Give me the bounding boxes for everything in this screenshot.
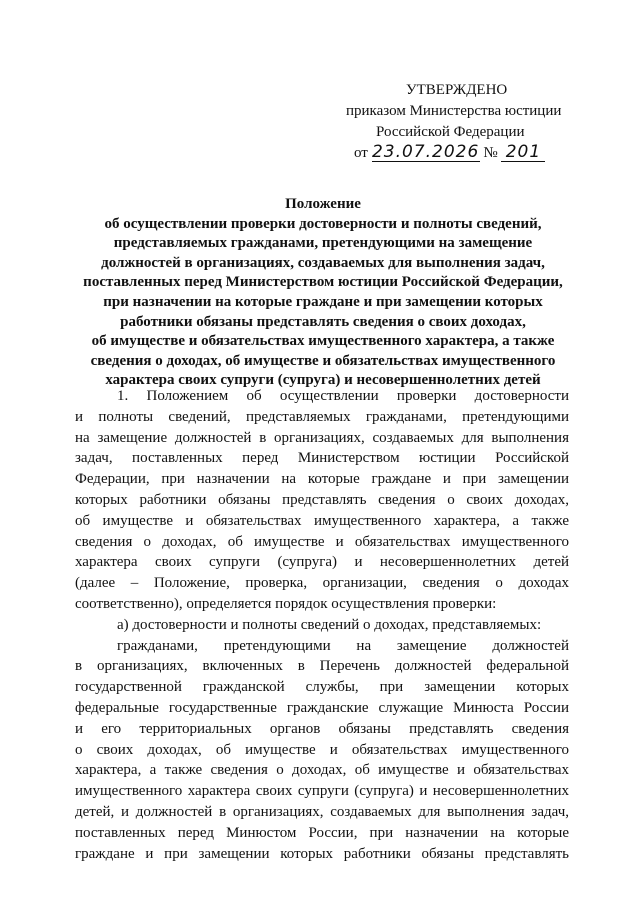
title-line: представляемых гражданами, претендующими на замещение [113, 235, 533, 252]
document-body [75, 386, 569, 864]
body-line: (далее – Положение, проверка, организации, сведения о доходах [75, 575, 569, 592]
body-line: граждане и при замещении которых работники обязаны представлять [75, 845, 569, 862]
approval-order-line: приказом Министерства юстиции [346, 103, 562, 119]
approval-heading: УТВЕРЖДЕНО [406, 82, 508, 98]
body-line: гражданами, претендующими на замещение должностей [117, 637, 569, 654]
handwritten-number: 201 [501, 144, 545, 162]
body-line: имущественного характера своих супруги (супруга) и несовершеннолетних [75, 783, 569, 800]
body-line: задач, поставленных перед Министерством юстиции Российской [75, 450, 569, 467]
body-line: Федерации, при назначении на которые граждане и при замещении [75, 471, 569, 488]
title-line: Положение [285, 196, 361, 212]
body-line: в организациях, включенных в Перечень должностей федеральной [75, 658, 569, 675]
date-prefix: от [354, 145, 368, 161]
approval-block [330, 80, 590, 164]
body-line: о своих доходах, об имуществе и обязательствах имущественного [75, 741, 569, 758]
body-line: детей, и должностей в организациях, создаваемых для выполнения задач, [75, 803, 569, 820]
body-line: характера, а также сведения о доходах, об имуществе и обязательствах [75, 762, 569, 779]
body-line: 1. Положением об осуществлении проверки достоверности [117, 388, 569, 404]
approval-date-line [330, 143, 590, 164]
body-line: государственной гражданской службы, при замещении которых [75, 679, 569, 696]
handwritten-date: 23.07.2026 [371, 142, 480, 162]
approval-ministry-line: Российской Федерации [376, 124, 525, 140]
title-line: об осуществлении проверки достоверности и полноты сведений, [104, 215, 542, 232]
document-title [60, 195, 586, 391]
title-line: об имуществе и обязательствах имущественного характера, а также [91, 333, 555, 350]
body-line: характера своих супруги (супруга) и несовершеннолетних детей [75, 554, 569, 571]
body-line: соответственно), определяется порядок осуществления проверки: [75, 595, 497, 612]
title-line: должностей в организациях, создаваемых для выполнения задач, [101, 254, 545, 271]
body-line: сведения о доходах, об имуществе и обязательствах имущественного [75, 533, 569, 550]
title-line: работники обязаны представлять сведения о своих доходах, [120, 313, 526, 330]
title-line: сведения о доходах, об имуществе и обязательствах имущественного [90, 352, 556, 369]
title-line: характера своих супруги (супруга) и несовершеннолетних детей [105, 372, 541, 389]
body-line: поставленных перед Минюстом России, при назначении на которые [75, 824, 569, 841]
number-prefix: № [483, 145, 498, 161]
title-line: поставленных перед Министерством юстиции Российской Федерации, [83, 274, 563, 291]
body-line: которых работники обязаны представлять сведения о своих доходах, [75, 491, 569, 508]
body-line: и его территориальных органов обязаны представлять сведения [75, 720, 569, 737]
body-line: а) достоверности и полноты сведений о доходах, представляемых: [117, 616, 542, 633]
body-line: федеральные государственные гражданские служащие Минюста России [75, 699, 569, 716]
body-line: на замещение должностей в организациях, создаваемых для выполнения [75, 429, 569, 446]
title-line: при назначении на которые граждане и при замещении которых [103, 293, 543, 310]
body-line: об имуществе и обязательствах имущественного характера, а также [75, 512, 569, 529]
body-line: и полноты сведений, представляемых гражданами, претендующими [75, 408, 569, 425]
